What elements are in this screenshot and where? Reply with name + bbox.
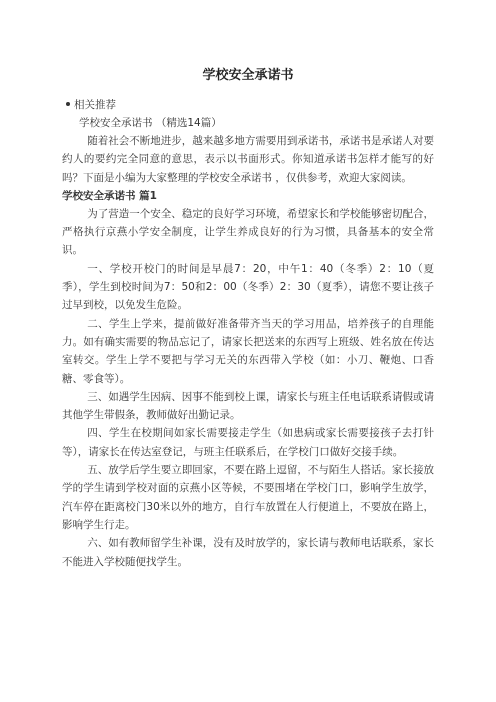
intro-paragraph: 随着社会不断地进步，越来越多地方需要用到承诺书，承诺书是承诺人对要约人的要约完全同意的意思，表示以书面形式。你知道承诺书怎样才能写的好吗？下面是小编为大家整理的学校安全承诺书 ，仅供参考，欢迎大家阅读。 — [62, 135, 434, 184]
body-paragraph: 二、学生上学来，提前做好准备带齐当天的学习用品，培养孩子的自理能力。如有确实需要的物品忘记了，请家长把送来的东西写上班级、姓名放在传达室转交。学生上学不要把与学习无关的东西带入学校（如：小刀、鞭炮、口香糖、零食等）。 — [62, 317, 434, 385]
document-title: 学校安全承诺书 — [202, 68, 294, 83]
body-paragraph: 一、学校开校门的时间是早晨7：20，中午1：40（冬季）2：10（夏季），学生到校时间为7：50和2：00（冬季）2：30（夏季），请您不要让孩子过早到校，以免发生危险。 — [62, 262, 434, 312]
body-paragraph: 为了营造一个安全、稳定的良好学习环境，希望家长和学校能够密切配合，严格执行京燕小学安全制度，让学生养成良好的行为习惯，具备基本的安全常识。 — [62, 207, 434, 257]
body-paragraph: 五、放学后学生要立即回家，不要在路上逗留，不与陌生人搭话。家长接放学的学生请到学校对面的京燕小区等候，不要围堵在学校门口，影响学生放学，汽车停在距离校门30米以外的地方，自行车放置在人行便道上，不要放在路上，影响学生行走。 — [62, 464, 434, 531]
document-body — [62, 96, 434, 571]
section-heading: 学校安全承诺书 篇1 — [62, 189, 157, 202]
related-label[interactable]: 相关推荐 — [74, 99, 116, 111]
related-recommendations[interactable] — [66, 96, 434, 114]
body-paragraph: 三、如遇学生因病、因事不能到校上课，请家长与班主任电话联系请假或请其他学生带假条，教师做好出勤记录。 — [62, 390, 434, 422]
document-subtitle[interactable]: 学校安全承诺书 （精选14篇） — [79, 117, 222, 129]
body-paragraph: 六、如有教师留学生补课，没有及时放学的，家长请与教师电话联系，家长不能进入学校随便找学生。 — [62, 537, 434, 568]
bullet-icon — [66, 102, 70, 106]
body-paragraph: 四、学生在校期间如家长需要接走学生（如患病或家长需要接孩子去打针等），请家长在传达室登记，与班主任联系后，在学校门口做好交接手续。 — [62, 427, 434, 458]
